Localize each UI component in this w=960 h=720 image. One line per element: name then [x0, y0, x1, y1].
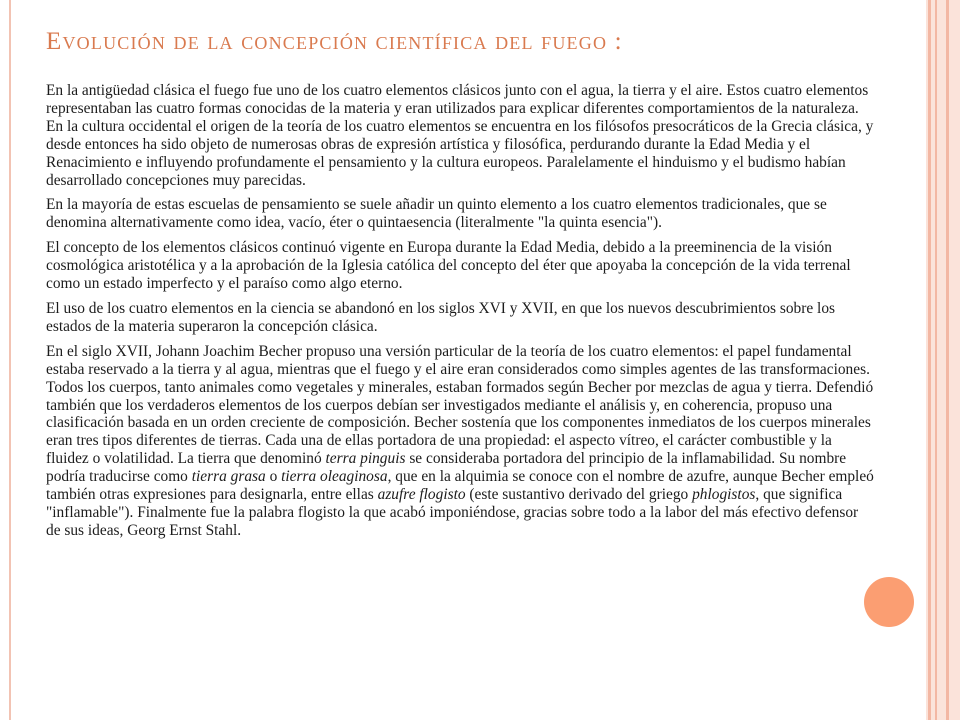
paragraph: En la mayoría de estas escuelas de pensamiento se suele añadir un quinto elemento a los cuatro elementos tradicionales, que se denomina alternativamente como idea, vacío, éter o quintaesencia (literalmente "la quinta esencia").	[46, 196, 827, 232]
slide-title: Evolución de la concepción científica del fuego :	[46, 28, 623, 55]
paragraph: El uso de los cuatro elementos en la ciencia se abandonó en los siglos XVI y XVII, en que los nuevos descubrimientos sobre los estados de la materia superaron la concepción clásica.	[46, 299, 836, 335]
right-band-stripe	[935, 0, 937, 720]
paragraph-text: En el siglo XVII, Johann Joachim Becher propuso una versión particular de la teoría de los cuatro elementos: el papel fundamental estaba reservado a la tierra y al agua, mientras que el fuego y el aire eran considerados como simples agentes de las transformaciones. Todos los cuerpos, tanto animales como vegetales y minerales, estaban formados según Becher por mezclas de agua y tierra. Defendió también que los verdaderos elementos de los cuerpos debían ser investigados mediante el análisis y, en coherencia, propuso una clasificación basada en un orden creciente de composición. Becher sostenía que los componentes inmediatos de los cuerpos minerales eran tres tipos diferentes de tierras. Cada una de ellas portadora de una propiedad: el aspecto vítreo, el carácter combustible y la fluidez o volatilidad. La tierra que denominó	[46, 342, 874, 468]
paragraph-text: , que significa "inflamable"). Finalmente fue la palabra flogisto la que acabó imponiéndose, gracias sobre todo a la labor del más efectivo defensor de sus ideas, Georg Ernst Stahl.	[46, 486, 859, 539]
left-decorative-rule	[9, 0, 11, 720]
term-azufre-flogisto: azufre flogisto	[377, 486, 466, 504]
accent-circle	[864, 577, 914, 627]
term-tierra-oleaginosa: tierra oleaginosa	[281, 468, 388, 486]
term-tierra-grasa: tierra grasa	[191, 468, 266, 486]
paragraph-becher	[46, 343, 874, 540]
paragraph: El concepto de los elementos clásicos continuó vigente en Europa durante la Edad Media, debido a la preeminencia de la visión cosmológica aristotélica y a la aprobación de la Iglesia católica del concepto del éter que apoyaba la concepción de la vida terrenal como un estado imperfecto y el paraíso como algo eterno.	[46, 239, 851, 293]
paragraph-text: , que en la alquimia se conoce con el nombre de azufre, aunque Becher empleó también otras expresiones para designarla, entre ellas	[46, 468, 874, 504]
right-band-stripe	[928, 0, 931, 720]
paragraph-text: se consideraba portadora del principio de la inflamabilidad. Su nombre podría traducirse como	[46, 450, 847, 486]
term-terra-pinguis: terra pinguis	[325, 450, 406, 468]
term-phlogistos: phlogistos	[692, 486, 756, 504]
slide-body	[46, 82, 874, 547]
right-band-stripe	[946, 0, 949, 720]
paragraph-text: o	[265, 468, 282, 486]
paragraph-text: (este sustantivo derivado del griego	[465, 486, 693, 504]
paragraph: En la antigüedad clásica el fuego fue uno de los cuatro elementos clásicos junto con el agua, la tierra y el aire. Estos cuatro elementos representaban las cuatro formas conocidas de la materia y eran utilizados para explicar diferentes comportamientos de la naturaleza. En la cultura occidental el origen de la teoría de los cuatro elementos se encuentra en los filósofos presocráticos de la Grecia clásica, y desde entonces ha sido objeto de numerosas obras de expresión artística y filosófica, perdurando durante la Edad Media y el Renacimiento e influyendo profundamente el pensamiento y la cultura europeos. Paralelamente el hinduismo y el budismo habían desarrollado concepciones muy parecidas.	[46, 82, 874, 189]
right-decorative-band	[926, 0, 960, 720]
